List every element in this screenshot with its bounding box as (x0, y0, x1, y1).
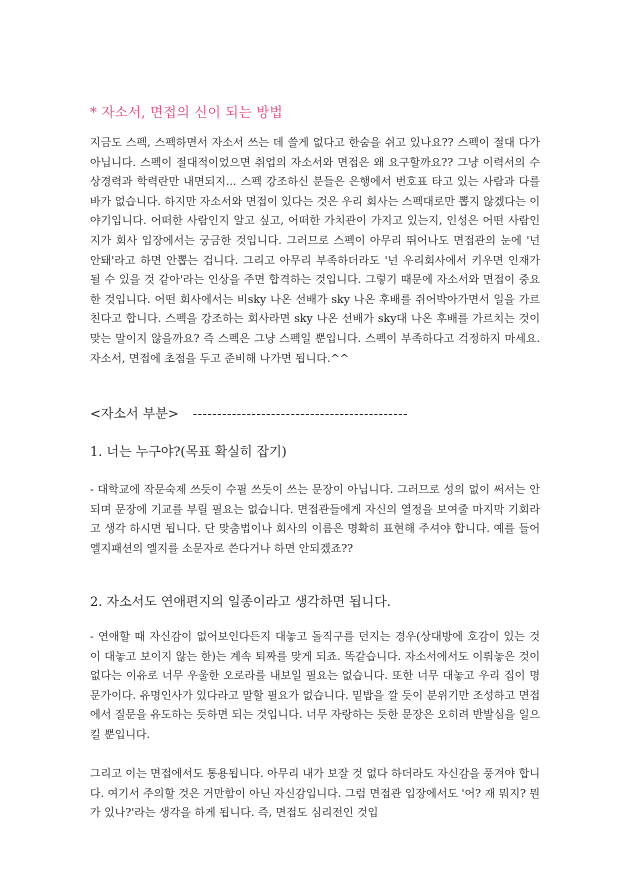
item2-paragraph: - 연애할 때 자신감이 없어보인다든지 대놓고 돌직구를 던지는 경우(상대방에 호감이 있는 것이 대놓고 보이지 않는 한)는 계속 퇴짜를 맞게 되죠. 똑같습니다. 자소서에서도 이뤄놓은 것이 없다는 이유로 너무 우울한 오로라를 내보일 필요는 없습니다. 또한 너무 대놓고 우리 집이 명문가이다. 유명인사가 있다라고 말할 필요가 없습니다. 밑밥을 깔 듯이 분위기만 조성하고 면접에서 질문을 유도하는 듯하면 되는 것입니다. 너무 자랑하는 듯한 문장은 오히려 반발심을 일으킬 뿐입니다. (90, 630, 540, 741)
item2-paragraph-continued: 그리고 이는 면접에서도 통용됩니다. 아무리 내가 보잘 것 없다 하더라도 자신감을 풍겨야 합니다. 여기서 주의할 것은 거만함이 아닌 자신감입니다. 그럼 면접관 입장에서도 '어? 재 뭐지? 뭔가 있나?'라는 생각을 하게 됩니다. 즉, 면접도 심리전인 것입 (90, 767, 540, 820)
item1-paragraph: - 대학교에 작문숙제 쓰듯이 수필 쓰듯이 쓰는 문장이 아닙니다. 그러므로 성의 없이 써서는 안되며 문장에 기교를 부릴 필요는 없습니다. 면접관들에게 자신의 열정을 보여줄 마지막 기회라고 생각 하시면 됩니다. 단 맞춤법이나 회사의 이름은 명확히 표현해 주셔야 합니다. 예를 들어 엘지패션의 엘지를 소문자로 쓴다거나 하면 안되겠죠?? (90, 483, 540, 555)
item1-heading: 1. 너는 누구야?(목표 확실히 잡기) (90, 445, 287, 460)
intro-paragraph: 지금도 스펙, 스펙하면서 자소서 쓰는 데 쓸게 없다고 한숨을 쉬고 있나요?? 스펙이 절대 다가 아닙니다. 스펙이 절대적이었으면 취업의 자소서와 면접은 왜 요구할까요?? 그냥 이력서의 수상경력과 학력란만 내면되지... 스펙 강조하신 분들은 은행에서 번호표 타고 있는 사람과 다를 바가 없습니다. 하지만 자소서와 면접이 있다는 것은 우리 회사는 스펙대로만 뽑지 않겠다는 이야기입니다. 어떠한 사람인지 알고 싶고, 어떠한 가치관이 가지고 있는지, 인성은 어떤 사람인지가 회사 입장에서는 궁금한 것입니다. 그러므로 스펙이 아무리 뛰어나도 면접관의 눈에 '넌 안돼'라고 하면 안뽑는 겁니다. 그리고 아무리 부족하더라도 '넌 우리회사에서 키우면 인재가 될 수 있을 것 같아'라는 인상을 주면 합격하는 것입니다. 그렇기 때문에 자소서와 면접이 중요한 것입니다. 어떤 회사에서는 비sky 나온 선배가 sky 나온 후배를 쥐어박아가면서 일을 가르친다고 합니다. 스펙을 강조하는 회사라면 sky 나온 선배가 sky대 나온 후배를 가르치는 것이 맞는 말이지 않을까요? 즉 스펙은 그냥 스펙일 뿐입니다. 스펙이 부족하다고 걱정하지 마세요. 자소서, 면접에 초점을 두고 준비해 나가면 됩니다.^^ (90, 136, 540, 365)
section-header (90, 403, 540, 422)
document-title: * 자소서, 면접의 신이 되는 방법 (90, 105, 283, 121)
section-label: <자소서 부분> (90, 407, 179, 422)
item2-heading: 2. 자소서도 연애편지의 일종이라고 생각하면 됩니다. (90, 595, 391, 610)
section-rule: -------------------------------------------- (192, 407, 408, 422)
